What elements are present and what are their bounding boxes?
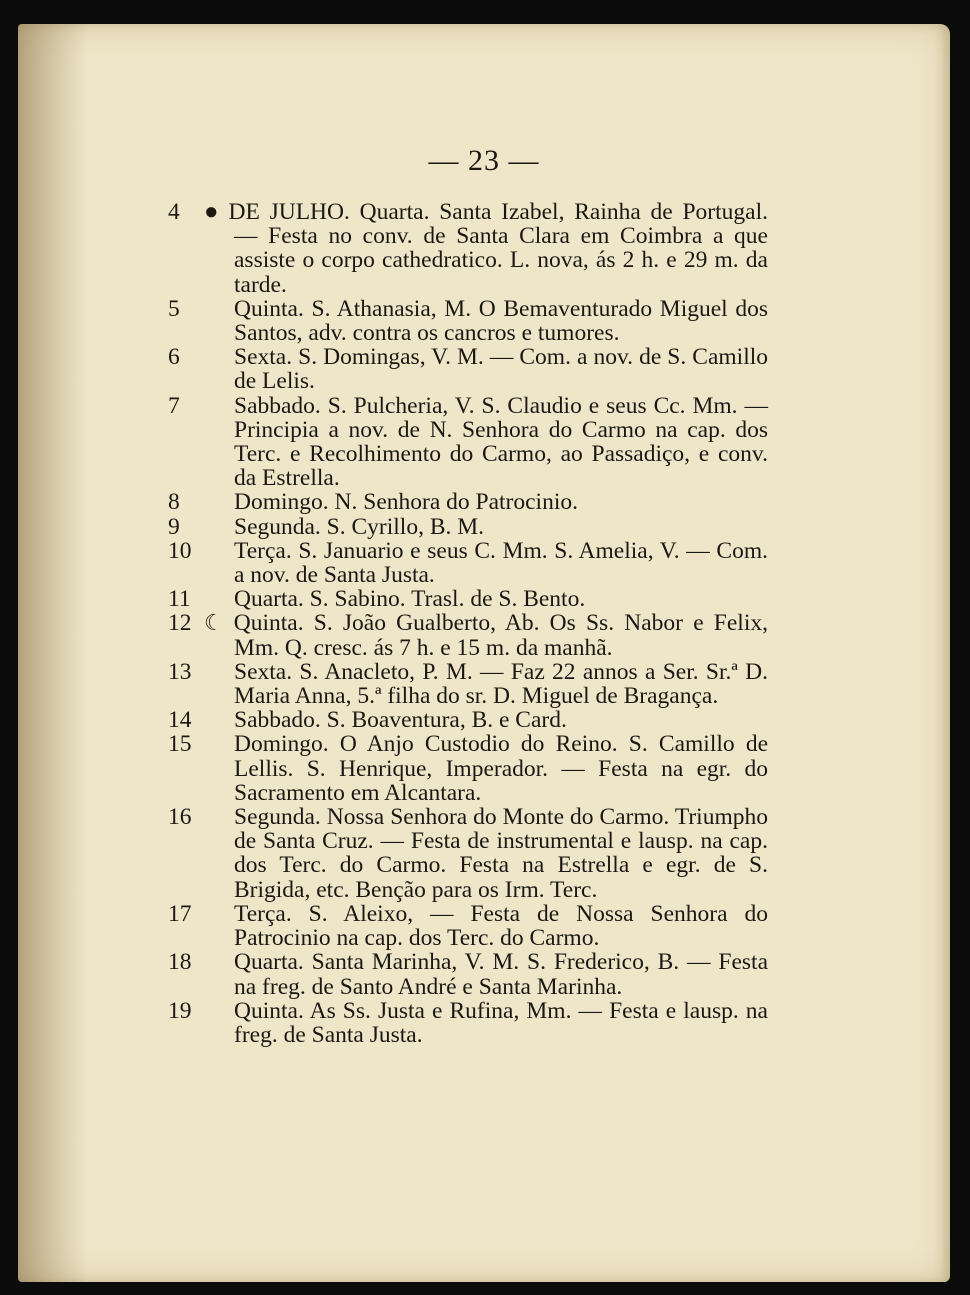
entry-day-number: 8 (168, 489, 180, 516)
calendar-entry (168, 708, 768, 732)
entry-text: Quinta. S. Athanasia, M. O Bemaventurado Miguel dos Santos, adv. contra os cancros e tumores. (234, 295, 768, 347)
calendar-entry (168, 660, 768, 708)
calendar-entry (168, 515, 768, 539)
calendar-entry (168, 902, 768, 950)
entry-day-number: 11 (168, 586, 191, 613)
entry-text: Quinta. S. João Gualberto, Ab. Os Ss. Nabor e Felix, Mm. Q. cresc. ás 7 h. e 15 m. da manhã. (233, 610, 768, 661)
entry-text: Segunda. S. Cyrillo, B. M. (234, 513, 485, 540)
calendar-entry (168, 200, 768, 297)
calendar-entry (168, 345, 768, 393)
calendar-entry (168, 950, 768, 998)
calendar-entry (168, 539, 768, 587)
calendar-entries (168, 200, 768, 1047)
entry-day-number: 14 (168, 707, 192, 734)
entry-text: Sabbado. S. Pulcheria, V. S. Claudio e seus Cc. Mm. — Principia a nov. de N. Senhora do Carmo na cap. dos Terc. e Recolhimento do Carmo, ao Passadiço, e conv. da Estrella. (234, 392, 768, 492)
full-moon-icon: ● (204, 199, 219, 225)
entry-day-number: 18 (168, 949, 192, 976)
entry-text: Sexta. S. Anacleto, P. M. — Faz 22 annos a Ser. Sr.ª D. Maria Anna, 5.ª filha do sr. D. Miguel de Bragança. (234, 658, 768, 710)
entry-text: Domingo. N. Senhora do Patrocinio. (234, 489, 578, 516)
entry-text: Terça. S. Januario e seus C. Mm. S. Amelia, V. — Com. a nov. de Santa Justa. (234, 537, 768, 589)
entry-day-number: 5 (168, 295, 180, 322)
entry-text: Quarta. Santa Marinha, V. M. S. Frederico, B. — Festa na freg. de Santo André e Santa Marinha. (234, 949, 768, 1000)
page-gutter-shadow (18, 24, 88, 1282)
entry-text: Sabbado. S. Boaventura, B. e Card. (234, 707, 567, 734)
entry-day-number: 7 (168, 392, 180, 419)
entry-day-number: 15 (168, 731, 192, 758)
waning-moon-icon: ☾ (204, 610, 224, 636)
entry-text: DE JULHO. Quarta. Santa Izabel, Rainha de Portugal. — Festa no conv. de Santa Clara em Coimbra a que assiste o corpo cathedratico. L. nova, ás 2 h. e 29 m. da tarde. (228, 199, 768, 298)
entry-day-number: 13 (168, 658, 192, 685)
entry-text: Quinta. As Ss. Justa e Rufina, Mm. — Festa e lausp. na freg. de Santa Justa. (234, 997, 768, 1048)
entry-day-number: 12 (168, 610, 192, 637)
entry-day-number: 19 (168, 997, 192, 1024)
calendar-entry (168, 611, 768, 659)
entry-day-number: 16 (168, 804, 192, 831)
entry-text: Sexta. S. Domingas, V. M. — Com. a nov. de S. Camillo de Lelis. (234, 344, 768, 395)
entry-day-number: 6 (168, 344, 180, 371)
entry-text: Terça. S. Aleixo, — Festa de Nossa Senhora do Patrocinio na cap. dos Terc. do Carmo. (234, 900, 768, 952)
calendar-entry (168, 297, 768, 345)
calendar-entry (168, 587, 768, 611)
entry-day-number: 17 (168, 900, 192, 927)
entry-text: Segunda. Nossa Senhora do Monte do Carmo. Triumpho de Santa Cruz. — Festa de instrumental e lausp. na cap. dos Terc. do Carmo. Festa na Estrella e egr. de S. Brigida, etc. Benção para os Irm. Terc. (234, 804, 768, 903)
page-number: — 23 — (428, 144, 540, 177)
calendar-entry (168, 999, 768, 1047)
entry-day-number: 10 (168, 537, 192, 564)
calendar-entry (168, 394, 768, 491)
book-page (18, 24, 950, 1282)
entry-day-number: 4 (168, 199, 180, 225)
entry-text: Domingo. O Anjo Custodio do Reino. S. Camillo de Lellis. S. Henrique, Imperador. — Festa na egr. do Sacramento em Alcantara. (234, 731, 768, 806)
calendar-entry (168, 732, 768, 805)
entry-text: Quarta. S. Sabino. Trasl. de S. Bento. (234, 586, 586, 613)
entry-day-number: 9 (168, 513, 180, 540)
calendar-entry (168, 490, 768, 514)
calendar-entry (168, 805, 768, 902)
